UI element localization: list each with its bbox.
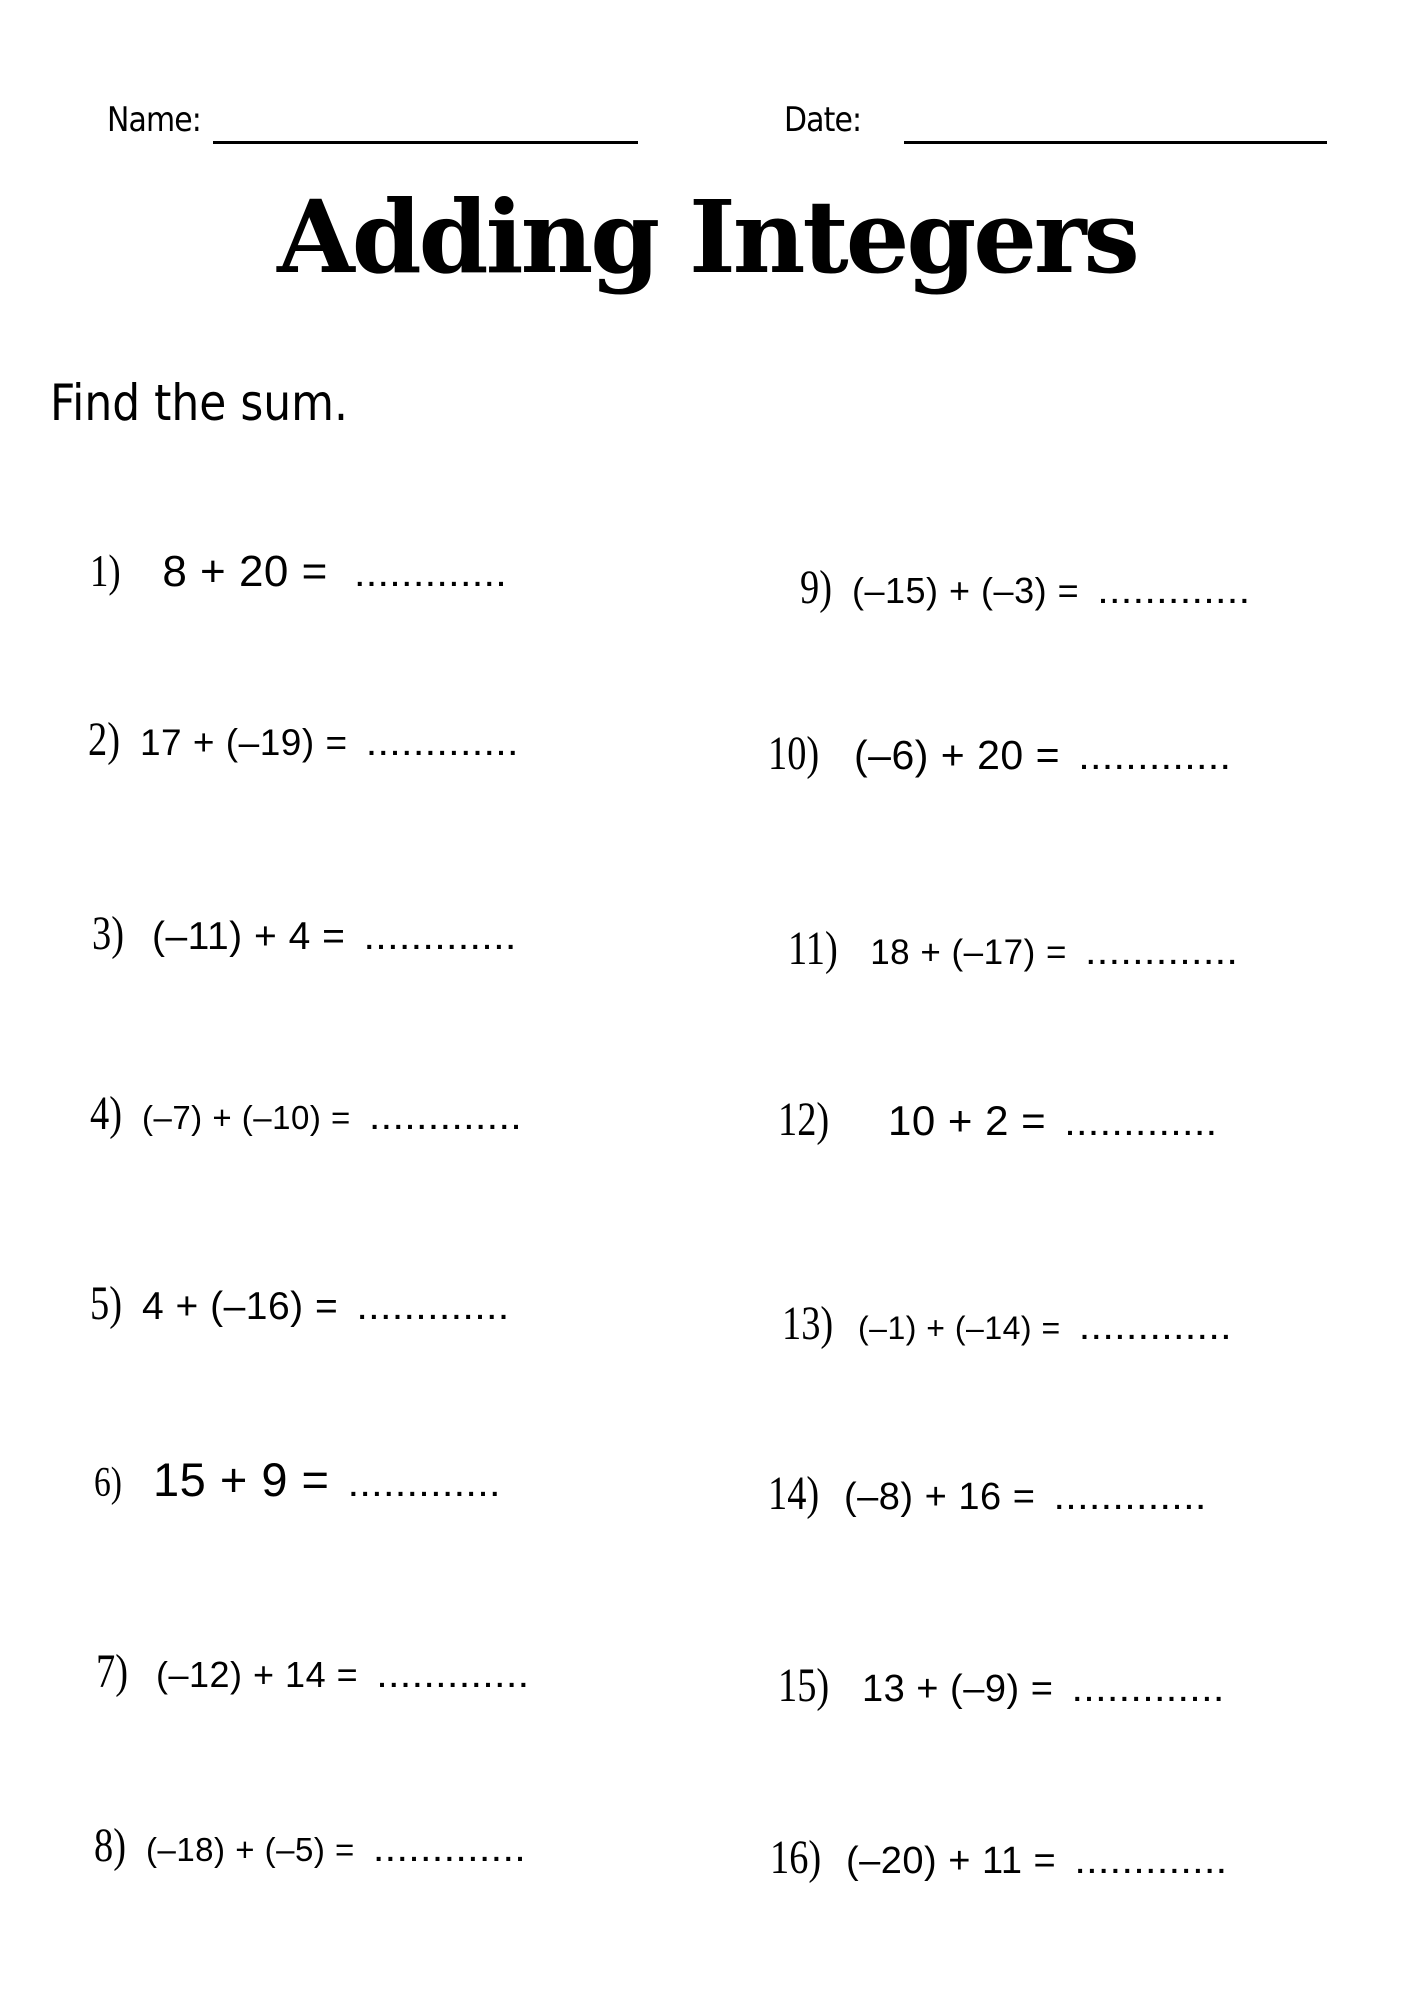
- answer-blank: .............: [349, 1471, 503, 1502]
- problem-expression: 17 + (–19) =: [139, 722, 348, 763]
- answer-blank: .............: [1086, 939, 1241, 970]
- problem-7: [96, 1644, 531, 1699]
- problem-10: [768, 726, 1233, 781]
- problem-1: [90, 544, 509, 597]
- problem-expression: 4 + (–16) =: [141, 1285, 339, 1328]
- problem-number: 12): [778, 1093, 830, 1146]
- problem-number: 4): [90, 1087, 122, 1140]
- problem-2: [88, 712, 521, 767]
- problem-number: 5): [90, 1277, 122, 1330]
- problem-14: [768, 1466, 1209, 1521]
- answer-blank: .............: [1066, 1110, 1220, 1141]
- problem-expression: (–1) + (–14) =: [857, 1310, 1061, 1346]
- problem-number: 14): [768, 1467, 820, 1520]
- answer-blank: .............: [365, 924, 519, 955]
- problem-number: 6): [94, 1460, 122, 1506]
- name-blank-line: [213, 141, 638, 144]
- problem-expression: (–8) + 16 =: [843, 1476, 1036, 1518]
- problem-9: [800, 560, 1252, 615]
- page-title: Adding Integers: [277, 178, 1137, 296]
- answer-blank: .............: [358, 1294, 512, 1325]
- answer-blank: .............: [367, 730, 521, 761]
- problem-11: [788, 921, 1240, 976]
- problem-8: [94, 1818, 528, 1873]
- problem-number: 3): [92, 907, 124, 960]
- problem-expression: 13 + (–9) =: [861, 1668, 1054, 1710]
- answer-blank: .............: [1099, 578, 1253, 609]
- problem-expression: (–11) + 4 =: [151, 915, 346, 958]
- problem-number: 11): [788, 922, 838, 975]
- problem-expression: (–12) + 14 =: [155, 1654, 359, 1695]
- problem-6: [94, 1452, 503, 1507]
- answer-blank: .............: [370, 1104, 524, 1135]
- problem-expression: (–6) + 20 =: [853, 732, 1061, 778]
- date-label: Date:: [784, 100, 862, 140]
- answer-blank: .............: [378, 1662, 532, 1693]
- problem-4: [90, 1086, 524, 1141]
- problem-number: 1): [90, 545, 121, 596]
- problem-expression: 10 + 2 =: [887, 1097, 1047, 1144]
- problem-expression: (–15) + (–3) =: [851, 570, 1080, 611]
- problem-expression: 18 + (–17) =: [870, 933, 1067, 972]
- problem-number: 10): [768, 727, 820, 780]
- problem-number: 16): [770, 1831, 822, 1884]
- answer-blank: .............: [1080, 1314, 1234, 1345]
- problem-number: 9): [800, 561, 832, 614]
- instruction-text: Find the sum.: [50, 374, 348, 432]
- problem-16: [770, 1830, 1229, 1885]
- answer-blank: .............: [1073, 1676, 1227, 1707]
- problem-expression: (–18) + (–5) =: [145, 1831, 355, 1868]
- answer-blank: .............: [1076, 1848, 1230, 1879]
- problem-12: [778, 1092, 1219, 1147]
- problem-5: [90, 1276, 511, 1331]
- problem-number: 8): [94, 1819, 126, 1872]
- problem-number: 7): [96, 1645, 128, 1698]
- date-blank-line: [904, 141, 1327, 144]
- name-label: Name:: [107, 100, 201, 140]
- problem-15: [778, 1658, 1227, 1713]
- problem-13: [782, 1296, 1234, 1351]
- problem-expression: 8 + 20 =: [162, 547, 328, 596]
- answer-blank: .............: [1055, 1484, 1209, 1515]
- problem-number: 15): [778, 1659, 830, 1712]
- problem-expression: 15 + 9 =: [153, 1453, 330, 1506]
- problem-expression: (–7) + (–10) =: [141, 1099, 351, 1136]
- problem-3: [92, 906, 519, 961]
- answer-blank: .............: [1080, 744, 1234, 775]
- answer-blank: .............: [355, 561, 509, 592]
- problem-expression: (–20) + 11 =: [845, 1840, 1057, 1882]
- problem-number: 2): [88, 713, 120, 766]
- problem-number: 13): [782, 1297, 834, 1350]
- answer-blank: .............: [374, 1836, 528, 1867]
